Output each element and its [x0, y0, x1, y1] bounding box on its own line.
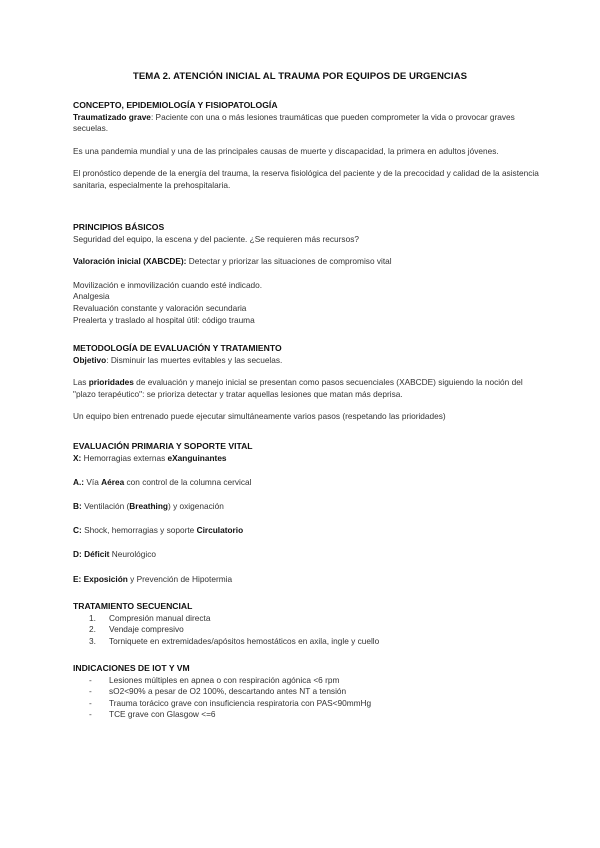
section-metodologia: [73, 343, 543, 423]
list-item-text: TCE grave con Glasgow <=6: [109, 709, 216, 720]
list-item-text: Trauma torácico grave con insuficiencia respiratoria con PAS<90mmHg: [109, 697, 372, 708]
section-heading: INDICACIONES DE IOT Y VM: [73, 663, 190, 673]
step-key: E:: [73, 573, 82, 584]
paragraph-pandemia: Es una pandemia mundial y una de las principales causas de muerte y discapacidad, la primera en adultos jóvenes.: [73, 145, 499, 156]
term-bold: Déficit: [81, 549, 110, 560]
bullet-dash: -: [89, 697, 92, 708]
text-run: de evaluación y manejo inicial se presentan como pasos secuenciales (XABCDE) siguiendo la noción del "plazo terapéutico": se prioriza detectar y tratar aquellas lesiones que matan más deprisa.: [73, 377, 523, 399]
text-run: Neurológico: [109, 549, 157, 560]
term-bold: Valoración inicial (XABCDE):: [73, 256, 187, 267]
text-run: Hemorragias externas: [81, 452, 168, 463]
bullet-dash: -: [89, 709, 92, 720]
list-item-text: Vendaje compresivo: [109, 624, 184, 635]
paragraph-pronostico: El pronóstico depende de la energía del trauma, la reserva fisiológica del paciente y de la precocidad y calidad de la asistencia sanitaria, especialmente la prehospitalaria.: [73, 168, 539, 190]
text-run: ) y oxigenación: [168, 500, 224, 511]
list-item: [73, 624, 543, 636]
text-run: Las: [73, 377, 89, 388]
list-line: Prealerta y traslado al hospital útil: código trauma: [73, 314, 255, 325]
paragraph-equipo: Un equipo bien entrenado puede ejecutar simultáneamente varios pasos (respetando las prioridades): [73, 411, 446, 422]
step-c: [73, 525, 543, 537]
term-bold: Circulatorio: [196, 525, 244, 536]
section-indicaciones-iot: [73, 663, 543, 721]
numbered-list: [73, 613, 543, 648]
term-bold: Exposición: [81, 573, 128, 584]
bullet-dash: -: [89, 674, 92, 685]
section-heading: METODOLOGÍA DE EVALUACIÓN Y TRATAMIENTO: [73, 343, 282, 353]
paragraph-prioridades: [73, 377, 543, 400]
step-a: [73, 477, 543, 489]
term-bold: Aérea: [101, 476, 125, 487]
step-e: [73, 574, 543, 586]
list-item: [73, 709, 543, 721]
principios-list: [73, 280, 543, 326]
step-key: D:: [73, 549, 82, 560]
step-key: C:: [73, 525, 82, 536]
text-run: Ventilación (: [81, 500, 130, 511]
paragraph-valoracion: [73, 256, 543, 268]
step-key: X:: [73, 452, 82, 463]
section-principios: [73, 222, 543, 326]
bullet-list: [73, 675, 543, 721]
step-d: [73, 549, 543, 561]
list-item-text: Torniquete en extremidades/apósitos hemostáticos en axila, ingle y cuello: [109, 635, 380, 646]
text-run: Shock, hemorragias y soporte: [81, 525, 197, 536]
list-line: Movilización e inmovilización cuando esté indicado.: [73, 279, 263, 290]
document-title: TEMA 2. ATENCIÓN INICIAL AL TRAUMA POR EQUIPOS DE URGENCIAS: [132, 71, 468, 82]
term-bold: Traumatizado grave: [73, 111, 151, 122]
list-number: 2.: [89, 624, 96, 635]
list-number: 1.: [89, 612, 96, 623]
text-run: con control de la columna cervical: [124, 476, 252, 487]
text-run: y Prevención de Hipotermia: [127, 573, 233, 584]
term-bold: eXanguinantes: [167, 452, 227, 463]
list-item-text: Lesiones múltiples en apnea o con respiración agónica <6 rpm: [109, 674, 340, 685]
list-item-text: sO2<90% a pesar de O2 100%, descartando antes NT a tensión: [109, 686, 347, 697]
step-key: B:: [73, 500, 82, 511]
bullet-dash: -: [89, 686, 92, 697]
list-line: Revaluación constante y valoración secundaria: [73, 302, 247, 313]
list-item: [73, 675, 543, 687]
term-bold: prioridades: [88, 377, 134, 388]
paragraph-traumatizado: [73, 112, 543, 135]
list-line: Analgesia: [73, 291, 110, 302]
term-bold: Breathing: [129, 500, 169, 511]
list-item: [73, 613, 543, 625]
section-concepto: [73, 100, 543, 192]
step-x: [73, 453, 543, 465]
list-number: 3.: [89, 635, 96, 646]
step-b: [73, 501, 543, 513]
list-item: [73, 686, 543, 698]
section-tratamiento-secuencial: [73, 601, 543, 647]
section-heading: CONCEPTO, EPIDEMIOLOGÍA Y FISIOPATOLOGÍA: [73, 100, 278, 110]
section-evaluacion-primaria: [73, 441, 543, 585]
list-item-text: Compresión manual directa: [109, 612, 211, 623]
step-key: A.:: [73, 476, 85, 487]
text-run: Vía: [84, 476, 102, 487]
term-bold: Objetivo: [73, 354, 107, 365]
list-item: [73, 636, 543, 648]
section-heading: TRATAMIENTO SECUENCIAL: [73, 601, 193, 611]
paragraph-objetivo: [73, 355, 543, 367]
term-definition: : Paciente con una o más lesiones traumáticas que pueden comprometer la vida o provocar graves secuelas.: [73, 111, 515, 134]
section-heading: EVALUACIÓN PRIMARIA Y SOPORTE VITAL: [73, 441, 253, 451]
term-definition: Detectar y priorizar las situaciones de compromiso vital: [186, 256, 392, 267]
paragraph-seguridad: Seguridad del equipo, la escena y del paciente. ¿Se requieren más recursos?: [73, 233, 359, 244]
list-item: [73, 698, 543, 710]
section-heading: PRINCIPIOS BÁSICOS: [73, 222, 165, 232]
term-definition: : Disminuir las muertes evitables y las secuelas.: [106, 354, 283, 365]
